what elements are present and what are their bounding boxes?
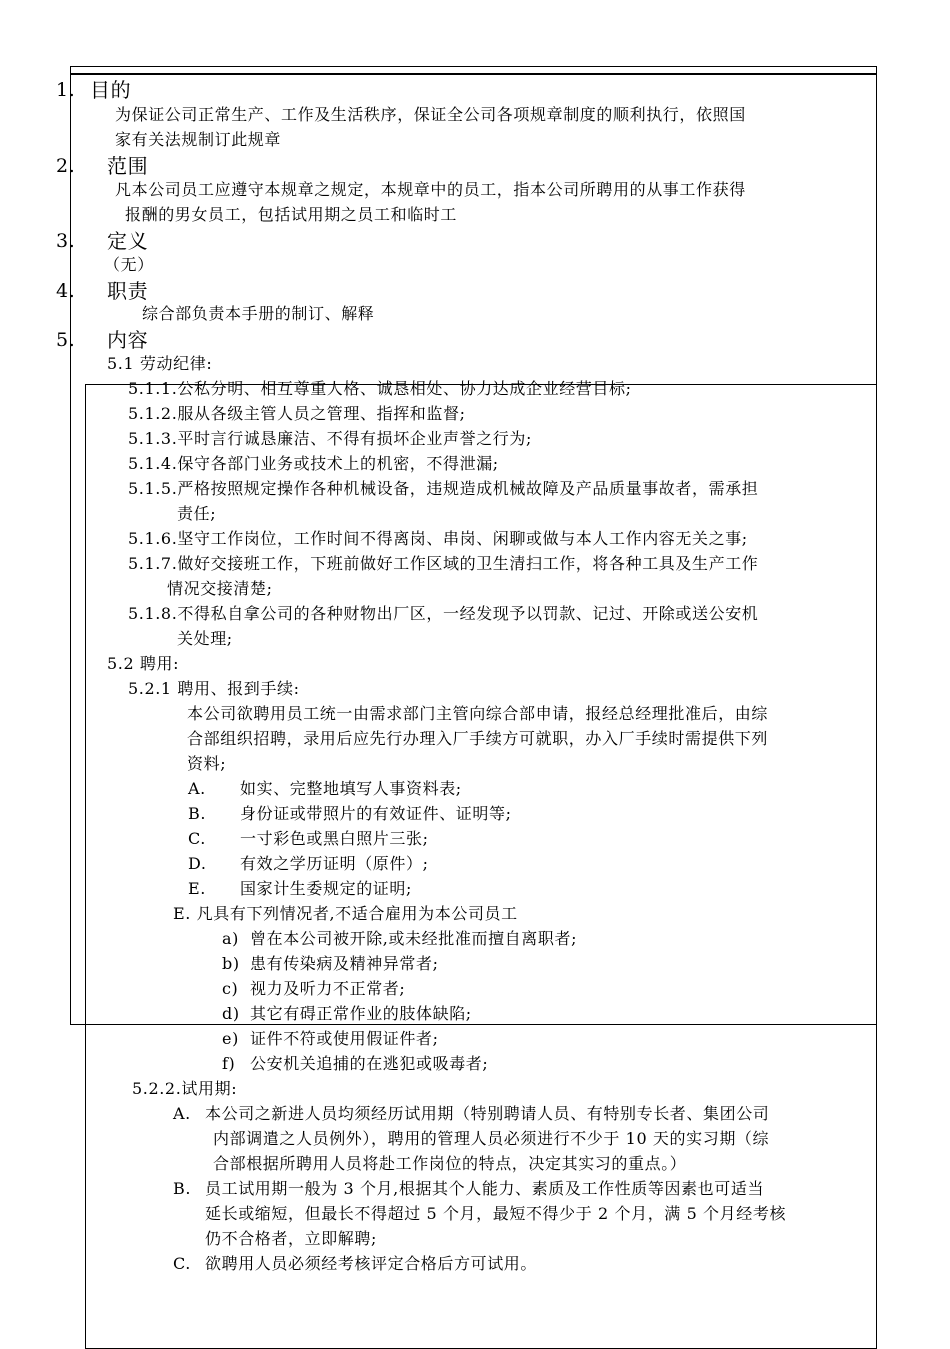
s5-2-1-heading: 5.2.1 聘用、报到手续: <box>128 679 300 698</box>
doc-item-c-letter: C. <box>188 829 206 848</box>
s5-1-item-6: 5.1.6.坚守工作岗位，工作时间不得离岗、串岗、闲聊或做与本人工作内容无关之事; <box>128 529 748 548</box>
section-4-title: 职责 <box>107 279 149 303</box>
section-4-body: 综合部负责本手册的制订、解释 <box>142 304 375 323</box>
s5-1-item-5: 5.1.5.严格按照规定操作各种机械设备，违规造成机械故障及产品质量事故者，需承担 <box>128 479 759 498</box>
section-3-title: 定义 <box>107 229 149 253</box>
unfit-heading: E. 凡具有下列情况者,不适合雇用为本公司员工 <box>173 904 518 923</box>
s5-1-item-7-cont: 情况交接清楚; <box>167 579 273 598</box>
s5-1-item-2: 5.1.2.服从各级主管人员之管理、指挥和监督; <box>128 404 466 423</box>
section-2-title: 范围 <box>107 154 149 178</box>
section-1-number: 1. <box>56 79 76 101</box>
section-2-number: 2. <box>56 155 76 177</box>
section-4-number: 4. <box>56 280 76 302</box>
trial-item-a-line-3: 合部根据所聘用人员将赴工作岗位的特点，决定其实习的重点。） <box>213 1154 687 1173</box>
doc-item-e: 国家计生委规定的证明; <box>240 879 412 898</box>
s5-1-heading: 5.1 劳动纪律: <box>107 354 213 373</box>
unfit-item-d-letter: d) <box>222 1004 240 1023</box>
doc-item-b: 身份证或带照片的有效证件、证明等; <box>240 804 512 823</box>
s5-2-heading: 5.2 聘用: <box>107 654 180 673</box>
doc-item-c: 一寸彩色或黑白照片三张; <box>240 829 429 848</box>
doc-item-d: 有效之学历证明（原件）; <box>240 854 429 873</box>
section-1-title: 目的 <box>90 78 132 102</box>
unfit-item-a: 曾在本公司被开除,或未经批准而擅自离职者; <box>250 929 578 948</box>
unfit-item-a-letter: a) <box>222 929 239 948</box>
s5-1-item-7: 5.1.7.做好交接班工作，下班前做好工作区域的卫生清扫工作，将各种工具及生产工作 <box>128 554 759 573</box>
trial-item-a-line-1: 本公司之新进人员均须经历试用期（特别聘请人员、有特别专长者、集团公司 <box>205 1104 770 1123</box>
s5-2-1-para-line-3: 资料; <box>187 754 227 773</box>
unfit-item-b: 患有传染病及精神异常者; <box>250 954 439 973</box>
section-1-body-line-2: 家有关法规制订此规章 <box>115 130 282 149</box>
s5-2-1-para-line-1: 本公司欲聘用员工统一由需求部门主管向综合部申请，报经总经理批准后，由综 <box>187 704 769 723</box>
s5-1-item-5-cont: 责任; <box>177 504 217 523</box>
trial-item-c-letter: C. <box>173 1254 191 1273</box>
s5-1-item-8-cont: 关处理; <box>177 629 233 648</box>
doc-item-a-letter: A. <box>188 779 206 798</box>
trial-item-a-line-2: 内部调遣之人员例外），聘用的管理人员必须进行不少于 10 天的实习期（综 <box>213 1129 770 1148</box>
trial-item-b-letter: B. <box>173 1179 192 1198</box>
section-2-body-line-2: 报酬的男女员工，包括试用期之员工和临时工 <box>125 205 458 224</box>
unfit-item-f: 公安机关追捕的在逃犯或吸毒者; <box>250 1054 489 1073</box>
unfit-item-d: 其它有碍正常作业的肢体缺陷; <box>250 1004 472 1023</box>
outer-frame-top-inner <box>70 73 877 75</box>
unfit-item-f-letter: f) <box>222 1054 236 1073</box>
s5-1-item-3: 5.1.3.平时言行诚恳廉洁、不得有损坏企业声誉之行为; <box>128 429 532 448</box>
section-3-number: 3. <box>56 230 76 252</box>
doc-item-e-letter: E. <box>188 879 206 898</box>
section-2-body-line-1: 凡本公司员工应遵守本规章之规定，本规章中的员工，指本公司所聘用的从事工作获得 <box>115 180 746 199</box>
trial-item-c-line-1: 欲聘用人员必须经考核评定合格后方可试用。 <box>205 1254 538 1273</box>
s5-2-2-heading: 5.2.2.试用期: <box>132 1079 238 1098</box>
s5-1-item-8: 5.1.8.不得私自拿公司的各种财物出厂区，一经发现予以罚款、记过、开除或送公安机 <box>128 604 759 623</box>
trial-item-a-letter: A. <box>173 1104 191 1123</box>
unfit-item-e-letter: e) <box>222 1029 239 1048</box>
s5-2-1-para-line-2: 合部组织招聘，录用后应先行办理入厂手续方可就职，办入厂手续时需提供下列 <box>187 729 769 748</box>
s5-1-item-4: 5.1.4.保守各部门业务或技术上的机密，不得泄漏; <box>128 454 499 473</box>
unfit-item-c: 视力及听力不正常者; <box>250 979 406 998</box>
trial-item-b-line-1: 员工试用期一般为 3 个月,根据其个人能力、素质及工作性质等因素也可适当 <box>205 1179 765 1198</box>
section-5-title: 内容 <box>107 328 149 352</box>
doc-item-a: 如实、完整地填写人事资料表; <box>240 779 462 798</box>
trial-item-b-line-3: 仍不合格者，立即解聘; <box>205 1229 377 1248</box>
s5-1-item-1: 5.1.1.公私分明、相互尊重人格、诚恳相处、协力达成企业经营目标; <box>128 379 632 398</box>
section-5-number: 5. <box>56 329 76 351</box>
unfit-item-c-letter: c) <box>222 979 239 998</box>
section-3-body: （无） <box>104 255 154 274</box>
unfit-item-b-letter: b) <box>222 954 240 973</box>
doc-item-b-letter: B. <box>188 804 207 823</box>
unfit-item-e: 证件不符或使用假证件者; <box>250 1029 439 1048</box>
section-1-body-line-1: 为保证公司正常生产、工作及生活秩序，保证全公司各项规章制度的顺利执行，依照国 <box>115 105 746 124</box>
doc-item-d-letter: D. <box>188 854 207 873</box>
trial-item-b-line-2: 延长或缩短，但最长不得超过 5 个月，最短不得少于 2 个月，满 5 个月经考核 <box>205 1204 787 1223</box>
